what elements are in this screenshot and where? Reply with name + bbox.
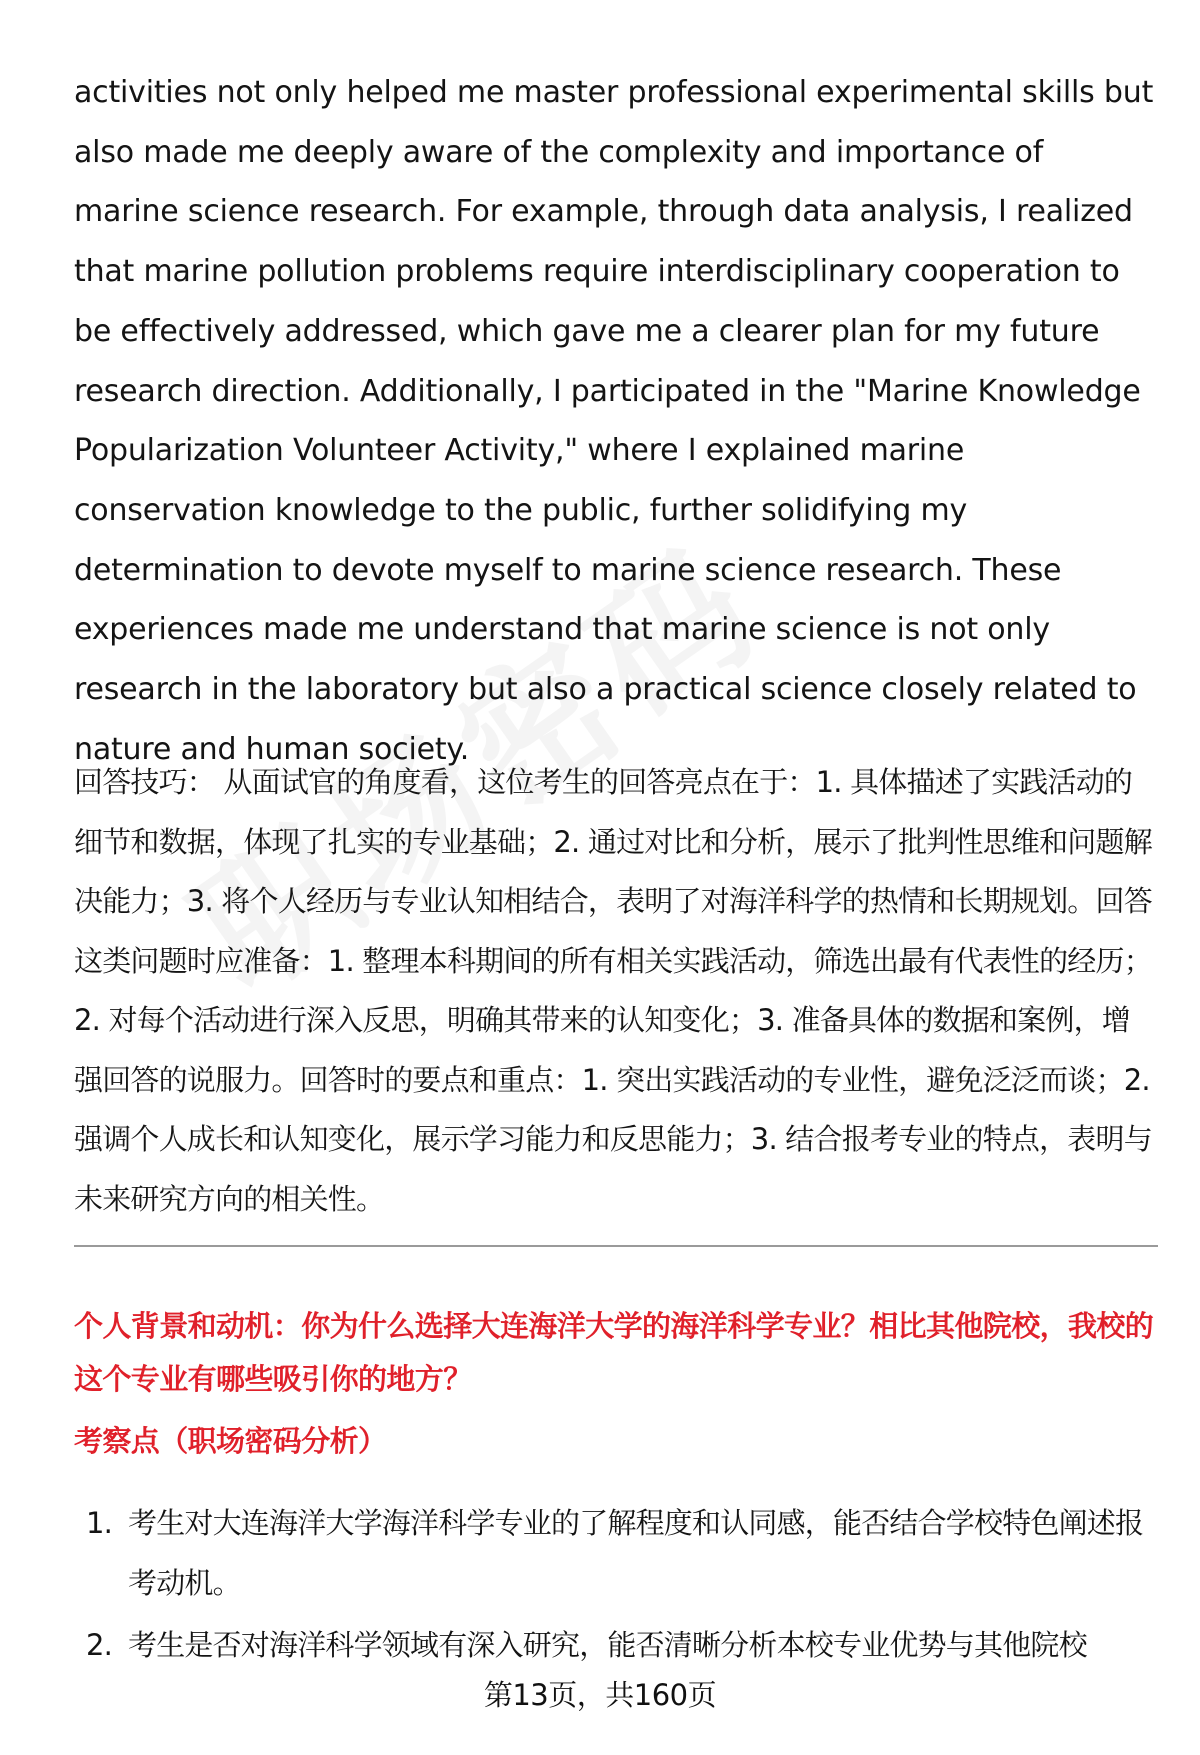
list-item-text: 考生对大连海洋大学海洋科学专业的了解程度和认同感，能否结合学校特色阐述报考动机。 [128, 1506, 1144, 1600]
list-item [74, 1494, 1158, 1613]
assessment-points-heading: 考察点（职场密码分析） [74, 1424, 387, 1458]
list-item-text: 考生是否对海洋科学领域有深入研究，能否清晰分析本校专业优势与其他院校 [128, 1628, 1087, 1662]
list-item [74, 1616, 1158, 1676]
essay-paragraph: activities not only helped me master professional experimental skills but also made me deeply aware of the complexity and importance of marine science research. For example, through data analysis, I realized that marine pollution problems require interdisciplinary cooperation to be effectively addressed, which gave me a clearer plan for my future research direction. Additionally, I participated in the "Marine Knowledge Popularization Volunteer Activity," where I explained marine conservation knowledge to the public, further solidifying my determination to devote myself to marine science research. These experiences made me understand that marine science is not only research in the laboratory but also a practical science closely related to nature and human society. [74, 75, 1154, 767]
section-divider [74, 1245, 1158, 1247]
question-title: 个人背景和动机：你为什么选择大连海洋大学的海洋科学专业？相比其他院校，我校的这个专业有哪些吸引你的地方？ [74, 1309, 1154, 1396]
answer-tips-paragraph: 回答技巧： 从面试官的角度看，这位考生的回答亮点在于：1. 具体描述了实践活动的细节和数据，体现了扎实的专业基础；2. 通过对比和分析，展示了批判性思维和问题解决能力；3. 将个人经历与专业认知相结合，表明了对海洋科学的热情和长期规划。回答这类问题时应准备：1. 整理本科期间的所有相关实践活动，筛选出最有代表性的经历；2. 对每个活动进行深入反思，明确其带来的认知变化；3. 准备具体的数据和案例，增强回答的说服力。回答时的要点和重点：1. 突出实践活动的专业性，避免泛泛而谈；2. 强调个人成长和认知变化，展示学习能力和反思能力；3. 结合报考专业的特点，表明与未来研究方向的相关性。 [74, 765, 1152, 1216]
page-number-footer: 第13页，共160页 [483, 1678, 717, 1712]
list-item-number: 1. [86, 1506, 113, 1540]
list-item-number: 2. [86, 1628, 113, 1662]
assessment-points-list [74, 1494, 1158, 1679]
